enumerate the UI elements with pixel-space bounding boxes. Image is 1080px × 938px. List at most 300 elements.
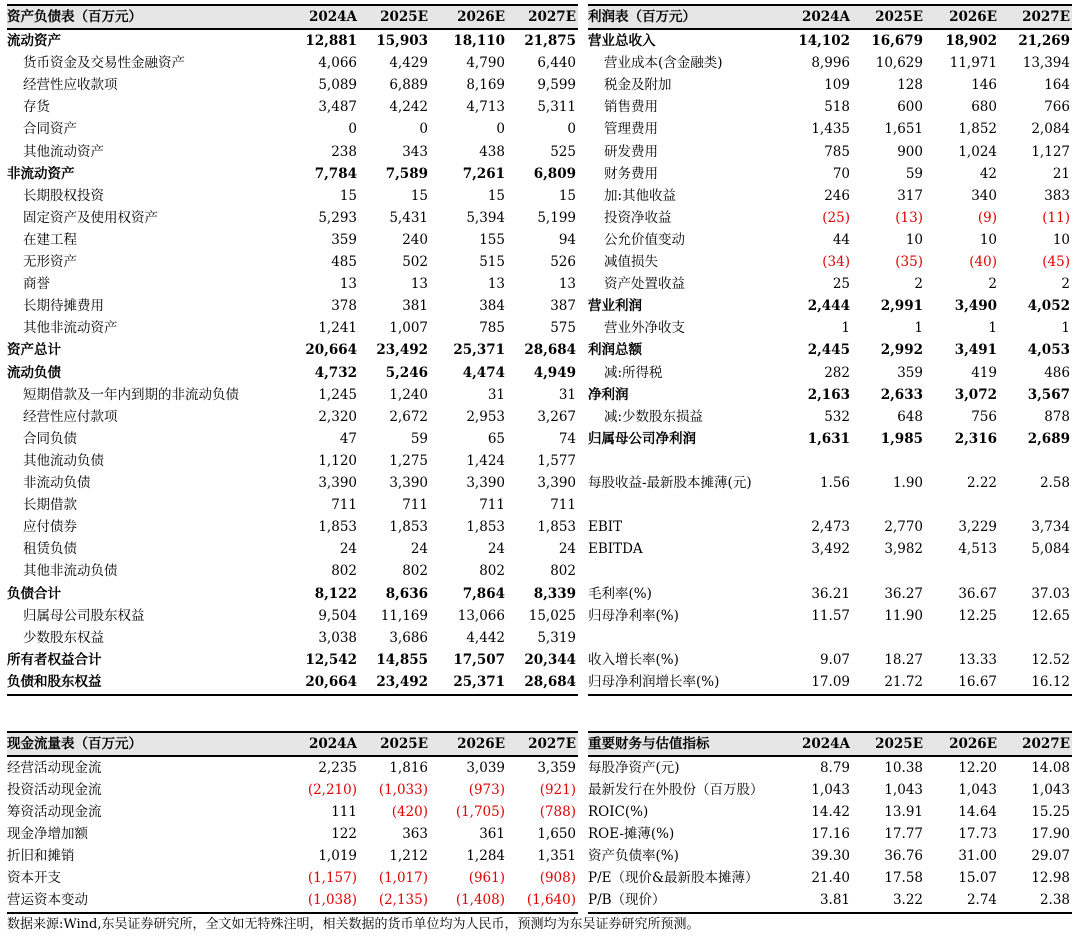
value-cell: 3,390 (318, 475, 357, 491)
value-cell: 20,344 (524, 651, 576, 668)
value-cell: 1,853 (537, 519, 576, 536)
value-cell: 1,024 (958, 143, 997, 160)
value-cell: 1,650 (537, 826, 576, 842)
row-label: 折旧和摊销 (7, 848, 75, 864)
value-cell: 12.20 (958, 760, 997, 776)
value-cell: 17.73 (958, 826, 997, 842)
value-cell: 4,790 (466, 55, 505, 72)
value-cell: 18,902 (945, 33, 997, 49)
table-row (588, 229, 1072, 251)
table-row (7, 52, 578, 74)
row-label: 加:其他收益 (604, 187, 677, 204)
value-cell: (1,038) (307, 892, 357, 908)
value-cell: 1,043 (884, 782, 923, 798)
value-cell: (13) (895, 209, 923, 226)
value-cell: 18,110 (453, 33, 505, 49)
value-cell: 4,053 (1027, 342, 1070, 359)
value-cell: 2,953 (466, 408, 505, 425)
value-cell: 14.42 (811, 804, 850, 820)
row-label: 税金及附加 (604, 77, 672, 94)
column-header: 2027E (1022, 9, 1070, 25)
value-cell: 12.98 (1031, 870, 1070, 886)
value-cell: 13,394 (1022, 55, 1070, 72)
value-cell: 0 (348, 121, 357, 138)
value-cell: 2,445 (807, 342, 850, 359)
value-cell: 17.58 (884, 870, 923, 886)
value-cell: 111 (331, 804, 357, 820)
value-cell: (908) (539, 870, 576, 886)
value-cell: 3,490 (954, 298, 997, 315)
value-cell: 5,199 (537, 209, 576, 226)
value-cell: 3.81 (819, 892, 850, 908)
value-cell: 13.91 (884, 804, 923, 820)
value-cell: 2.58 (1039, 475, 1070, 491)
value-cell: 1,007 (389, 320, 428, 337)
table-row (588, 317, 1072, 339)
value-cell: 785 (824, 143, 850, 160)
value-cell: 802 (331, 563, 357, 580)
row-label: 长期借款 (23, 497, 77, 514)
value-cell: 4,513 (958, 541, 997, 558)
value-cell: 31 (558, 386, 576, 403)
value-cell: 164 (1044, 77, 1070, 94)
value-cell: (40) (969, 254, 997, 270)
value-cell: 15 (339, 187, 357, 204)
row-label: 收入增长率(%) (588, 651, 679, 668)
table-row (588, 185, 1072, 207)
value-cell: 802 (479, 563, 505, 580)
column-header: 2025E (875, 736, 923, 752)
value-cell: 2,991 (880, 298, 923, 315)
value-cell: 3,487 (318, 99, 357, 116)
value-cell: 12,881 (305, 33, 357, 49)
row-label: 少数股东权益 (23, 629, 104, 646)
row-label: 减:少数股东损益 (604, 408, 704, 425)
value-cell: 802 (550, 563, 576, 580)
value-cell: (1,157) (307, 870, 357, 886)
value-cell: 0 (567, 121, 576, 138)
table-row (7, 384, 578, 406)
row-label: 固定资产及使用权资产 (23, 209, 158, 226)
value-cell: 15 (558, 187, 576, 204)
value-cell: 15.07 (958, 870, 997, 886)
value-cell: 8,339 (533, 585, 576, 602)
table-row (588, 273, 1072, 295)
value-cell: 4,713 (466, 99, 505, 116)
value-cell: 1,631 (807, 430, 850, 447)
income-statement-table (588, 4, 1072, 694)
value-cell: 1,241 (318, 320, 357, 337)
value-cell: 16.12 (1031, 673, 1070, 690)
value-cell: 65 (487, 430, 505, 447)
row-label: EBITDA (588, 541, 643, 558)
row-label: 归属母公司股东权益 (23, 607, 145, 624)
value-cell: 36.67 (958, 585, 997, 602)
value-cell: 2,316 (954, 430, 997, 447)
table-row (7, 295, 578, 317)
value-cell: 24 (558, 541, 576, 558)
table-header (588, 4, 1072, 30)
value-cell: 29.07 (1031, 848, 1070, 864)
table-title: 资产负债表（百万元） (7, 9, 142, 25)
row-label: 营业利润 (588, 298, 642, 315)
value-cell: (25) (822, 209, 850, 226)
row-label: 现金净增加额 (7, 826, 88, 842)
value-cell: 10 (979, 231, 997, 248)
value-cell: 21,269 (1018, 33, 1070, 49)
value-cell: 94 (558, 231, 576, 248)
value-cell: 1,043 (811, 782, 850, 798)
row-label: 非流动负债 (23, 475, 91, 491)
table-row (588, 450, 1072, 472)
column-header: 2024A (801, 9, 850, 25)
row-label: 所有者权益合计 (7, 651, 102, 668)
value-cell: 23,492 (376, 673, 428, 690)
value-cell: 1,985 (880, 430, 923, 447)
value-cell: 381 (402, 298, 428, 315)
value-cell: (45) (1042, 254, 1070, 270)
value-cell: 3,734 (1031, 519, 1070, 536)
table-row (588, 163, 1072, 185)
row-label: 经营性应付款项 (23, 408, 118, 425)
table-row (7, 428, 578, 450)
value-cell: 575 (550, 320, 576, 337)
row-label: 长期待摊费用 (23, 298, 104, 315)
table-row (7, 671, 578, 693)
row-label: 营业总收入 (588, 33, 656, 49)
value-cell: 6,889 (389, 77, 428, 94)
row-label: 流动负债 (7, 364, 61, 381)
value-cell: 648 (897, 408, 923, 425)
value-cell: 12.25 (958, 607, 997, 624)
value-cell: 1 (841, 320, 850, 337)
row-label: 负债和股东权益 (7, 673, 102, 690)
row-label: 商誉 (23, 276, 50, 293)
table-row (7, 450, 578, 472)
row-label: 流动资产 (7, 33, 61, 49)
value-cell: 878 (1044, 408, 1070, 425)
table-row (588, 605, 1072, 627)
value-cell: 23,492 (376, 342, 428, 359)
value-cell: 14.08 (1031, 760, 1070, 776)
row-label: 减:所得税 (604, 364, 663, 381)
value-cell: 711 (331, 497, 357, 514)
value-cell: 14,855 (376, 651, 428, 668)
table-row (588, 627, 1072, 649)
value-cell: 340 (971, 187, 997, 204)
value-cell: 1,120 (318, 452, 357, 469)
column-header: 2025E (380, 736, 428, 752)
value-cell: 4,474 (462, 364, 505, 381)
value-cell: 15.25 (1031, 804, 1070, 820)
value-cell: 4,732 (314, 364, 357, 381)
value-cell: 7,784 (314, 165, 357, 182)
value-cell: 317 (897, 187, 923, 204)
value-cell: 1,853 (466, 519, 505, 536)
table-row (588, 96, 1072, 118)
row-label: 货币资金及交易性金融资产 (23, 55, 185, 72)
table-row (7, 229, 578, 251)
value-cell: 17.09 (811, 673, 850, 690)
value-cell: 44 (832, 231, 850, 248)
value-cell: 17.77 (884, 826, 923, 842)
table-title: 现金流量表（百万元） (7, 736, 142, 752)
table-title: 重要财务与估值指标 (588, 736, 710, 752)
value-cell: 4,242 (389, 99, 428, 116)
value-cell: 12,542 (305, 651, 357, 668)
table-row (588, 494, 1072, 516)
value-cell: 3,072 (954, 386, 997, 403)
value-cell: 1,127 (1031, 143, 1070, 160)
column-header: 2026E (949, 9, 997, 25)
table-row (7, 362, 578, 384)
value-cell: 5,311 (537, 99, 576, 116)
value-cell: 525 (550, 143, 576, 160)
value-cell: 28,684 (524, 342, 576, 359)
value-cell: 109 (824, 77, 850, 94)
value-cell: 28,684 (524, 673, 576, 690)
row-label: 租赁负债 (23, 541, 77, 558)
value-cell: 2,473 (811, 519, 850, 536)
value-cell: 21.72 (884, 673, 923, 690)
table-row (588, 472, 1072, 494)
table-row (588, 295, 1072, 317)
value-cell: 24 (410, 541, 428, 558)
row-label: 短期借款及一年内到期的非流动负债 (23, 386, 239, 403)
table-row (588, 339, 1072, 361)
value-cell: 128 (897, 77, 923, 94)
value-cell: 4,052 (1027, 298, 1070, 315)
table-title: 利润表（百万元） (588, 9, 696, 25)
row-label: 长期股权投资 (23, 187, 104, 204)
value-cell: 3,039 (466, 760, 505, 776)
value-cell: 7,589 (385, 165, 428, 182)
table-row (7, 163, 578, 185)
value-cell: 20,664 (305, 342, 357, 359)
value-cell: 11,169 (380, 607, 428, 624)
value-cell: 2,084 (1031, 121, 1070, 138)
value-cell: 20,664 (305, 673, 357, 690)
value-cell: 25,371 (453, 342, 505, 359)
value-cell: 5,319 (537, 629, 576, 646)
value-cell: (788) (539, 804, 576, 820)
value-cell: 31.00 (958, 848, 997, 864)
table-row (588, 428, 1072, 450)
value-cell: 0 (496, 121, 505, 138)
value-cell: 59 (410, 430, 428, 447)
value-cell: 13,066 (457, 607, 505, 624)
value-cell: 7,261 (462, 165, 505, 182)
value-cell: (34) (822, 254, 850, 270)
row-label: 非流动资产 (7, 165, 75, 182)
value-cell: 2,672 (389, 408, 428, 425)
value-cell: 3,390 (466, 475, 505, 491)
value-cell: 2,770 (884, 519, 923, 536)
row-label: 筹资活动现金流 (7, 804, 102, 820)
row-label: ROIC(%) (588, 804, 649, 820)
value-cell: 12.65 (1031, 607, 1070, 624)
value-cell: 1,853 (318, 519, 357, 536)
value-cell: 3,359 (537, 760, 576, 776)
value-cell: 438 (479, 143, 505, 160)
table-row (7, 406, 578, 428)
value-cell: 2,320 (318, 408, 357, 425)
value-cell: (1,017) (378, 870, 428, 886)
value-cell: 47 (339, 430, 357, 447)
value-cell: 680 (971, 99, 997, 116)
value-cell: (1,640) (526, 892, 576, 908)
balance-sheet-table (7, 4, 578, 694)
value-cell: (1,705) (455, 804, 505, 820)
value-cell: 4,066 (318, 55, 357, 72)
value-cell: (2,135) (378, 892, 428, 908)
value-cell: 486 (1044, 364, 1070, 381)
value-cell: 10,629 (875, 55, 923, 72)
value-cell: 711 (402, 497, 428, 514)
table-row (588, 583, 1072, 605)
value-cell: 17.90 (1031, 826, 1070, 842)
row-label: 营业外净收支 (604, 320, 685, 337)
cash-flow-table (7, 731, 578, 911)
value-cell: 4,442 (466, 629, 505, 646)
row-label: 其他非流动资产 (23, 320, 118, 337)
column-header: 2025E (380, 9, 428, 25)
row-label: 资产负债率(%) (588, 848, 679, 864)
value-cell: 711 (479, 497, 505, 514)
value-cell: 3,390 (537, 475, 576, 491)
table-row (7, 339, 578, 361)
value-cell: 246 (824, 187, 850, 204)
value-cell: (9) (977, 209, 997, 226)
value-cell: (35) (895, 254, 923, 270)
column-header: 2026E (457, 736, 505, 752)
value-cell: 5,246 (385, 364, 428, 381)
value-cell: 1,816 (389, 760, 428, 776)
row-label: 在建工程 (23, 231, 77, 248)
table-row (7, 605, 578, 627)
value-cell: 6,809 (533, 165, 576, 182)
value-cell: 18.27 (884, 651, 923, 668)
table-row (588, 516, 1072, 538)
value-cell: 5,084 (1031, 541, 1070, 558)
value-cell: 1,435 (811, 121, 850, 138)
row-label: 营业成本(含金融类) (604, 55, 723, 72)
table-row (7, 516, 578, 538)
row-label: 合同资产 (23, 121, 77, 138)
table-header (7, 4, 578, 30)
value-cell: 4,949 (533, 364, 576, 381)
value-cell: 70 (832, 165, 850, 182)
value-cell: 1.90 (892, 475, 923, 491)
row-label: 资本开支 (7, 870, 61, 886)
value-cell: 4,429 (389, 55, 428, 72)
row-label: 管理费用 (604, 121, 658, 138)
row-label: 其他流动资产 (23, 143, 104, 160)
table-row (7, 649, 578, 671)
value-cell: 2 (1061, 276, 1070, 293)
column-header: 2027E (528, 736, 576, 752)
value-cell: 363 (402, 826, 428, 842)
value-cell: 343 (402, 143, 428, 160)
table-row (588, 889, 1072, 911)
value-cell: 6,440 (537, 55, 576, 72)
value-cell: 3,491 (954, 342, 997, 359)
table-row (7, 867, 578, 889)
table-row (7, 141, 578, 163)
table-row (588, 649, 1072, 671)
value-cell: 282 (824, 364, 850, 381)
value-cell: 5,293 (318, 209, 357, 226)
value-cell: 419 (971, 364, 997, 381)
value-cell: 36.27 (884, 585, 923, 602)
value-cell: 240 (402, 231, 428, 248)
value-cell: 42 (979, 165, 997, 182)
column-header: 2026E (949, 736, 997, 752)
column-header: 2027E (528, 9, 576, 25)
value-cell: 59 (905, 165, 923, 182)
value-cell: 359 (897, 364, 923, 381)
value-cell: 8,996 (811, 55, 850, 72)
value-cell: 14.64 (958, 804, 997, 820)
table-row (588, 74, 1072, 96)
row-label: 经营性应收款项 (23, 77, 118, 94)
value-cell: 3,982 (884, 541, 923, 558)
value-cell: 1,043 (958, 782, 997, 798)
value-cell: 14,102 (798, 33, 850, 49)
table-row (7, 779, 578, 801)
value-cell: 2,992 (880, 342, 923, 359)
table-row (7, 494, 578, 516)
value-cell: 384 (479, 298, 505, 315)
row-label: 无形资产 (23, 254, 77, 270)
footnote: 数据来源:Wind,东吴证券研究所，全文如无特殊注明，相关数据的货币单位均为人民币，预测均为东吴证券研究所预测。 (7, 917, 700, 932)
column-header: 2026E (457, 9, 505, 25)
value-cell: 17,507 (453, 651, 505, 668)
value-cell: 3.22 (892, 892, 923, 908)
value-cell: (961) (468, 870, 505, 886)
row-label: 归属母公司净利润 (588, 430, 696, 447)
table-row (7, 273, 578, 295)
value-cell: 1,019 (318, 848, 357, 864)
value-cell: (11) (1042, 209, 1070, 226)
value-cell: 155 (479, 231, 505, 248)
value-cell: 21.40 (811, 870, 850, 886)
value-cell: 21 (1052, 165, 1070, 182)
row-label: 公允价值变动 (604, 231, 685, 248)
table-row (588, 207, 1072, 229)
value-cell: 711 (550, 497, 576, 514)
key-metrics-table (588, 731, 1072, 911)
row-label: 净利润 (588, 386, 629, 403)
value-cell: 25,371 (453, 673, 505, 690)
row-label: 营运资本变动 (7, 892, 88, 908)
value-cell: 9.07 (819, 651, 850, 668)
table-row (588, 538, 1072, 560)
table-row (7, 118, 578, 140)
row-label: 存货 (23, 99, 50, 116)
value-cell: 25 (832, 276, 850, 293)
value-cell: 15,025 (528, 607, 576, 624)
value-cell: 756 (971, 408, 997, 425)
table-row (588, 823, 1072, 845)
row-label: 资产总计 (7, 342, 61, 359)
table-row (588, 141, 1072, 163)
value-cell: 3,567 (1027, 386, 1070, 403)
value-cell: 36.21 (811, 585, 850, 602)
value-cell: 5,394 (466, 209, 505, 226)
value-cell: 5,089 (318, 77, 357, 94)
value-cell: 1.56 (819, 475, 850, 491)
